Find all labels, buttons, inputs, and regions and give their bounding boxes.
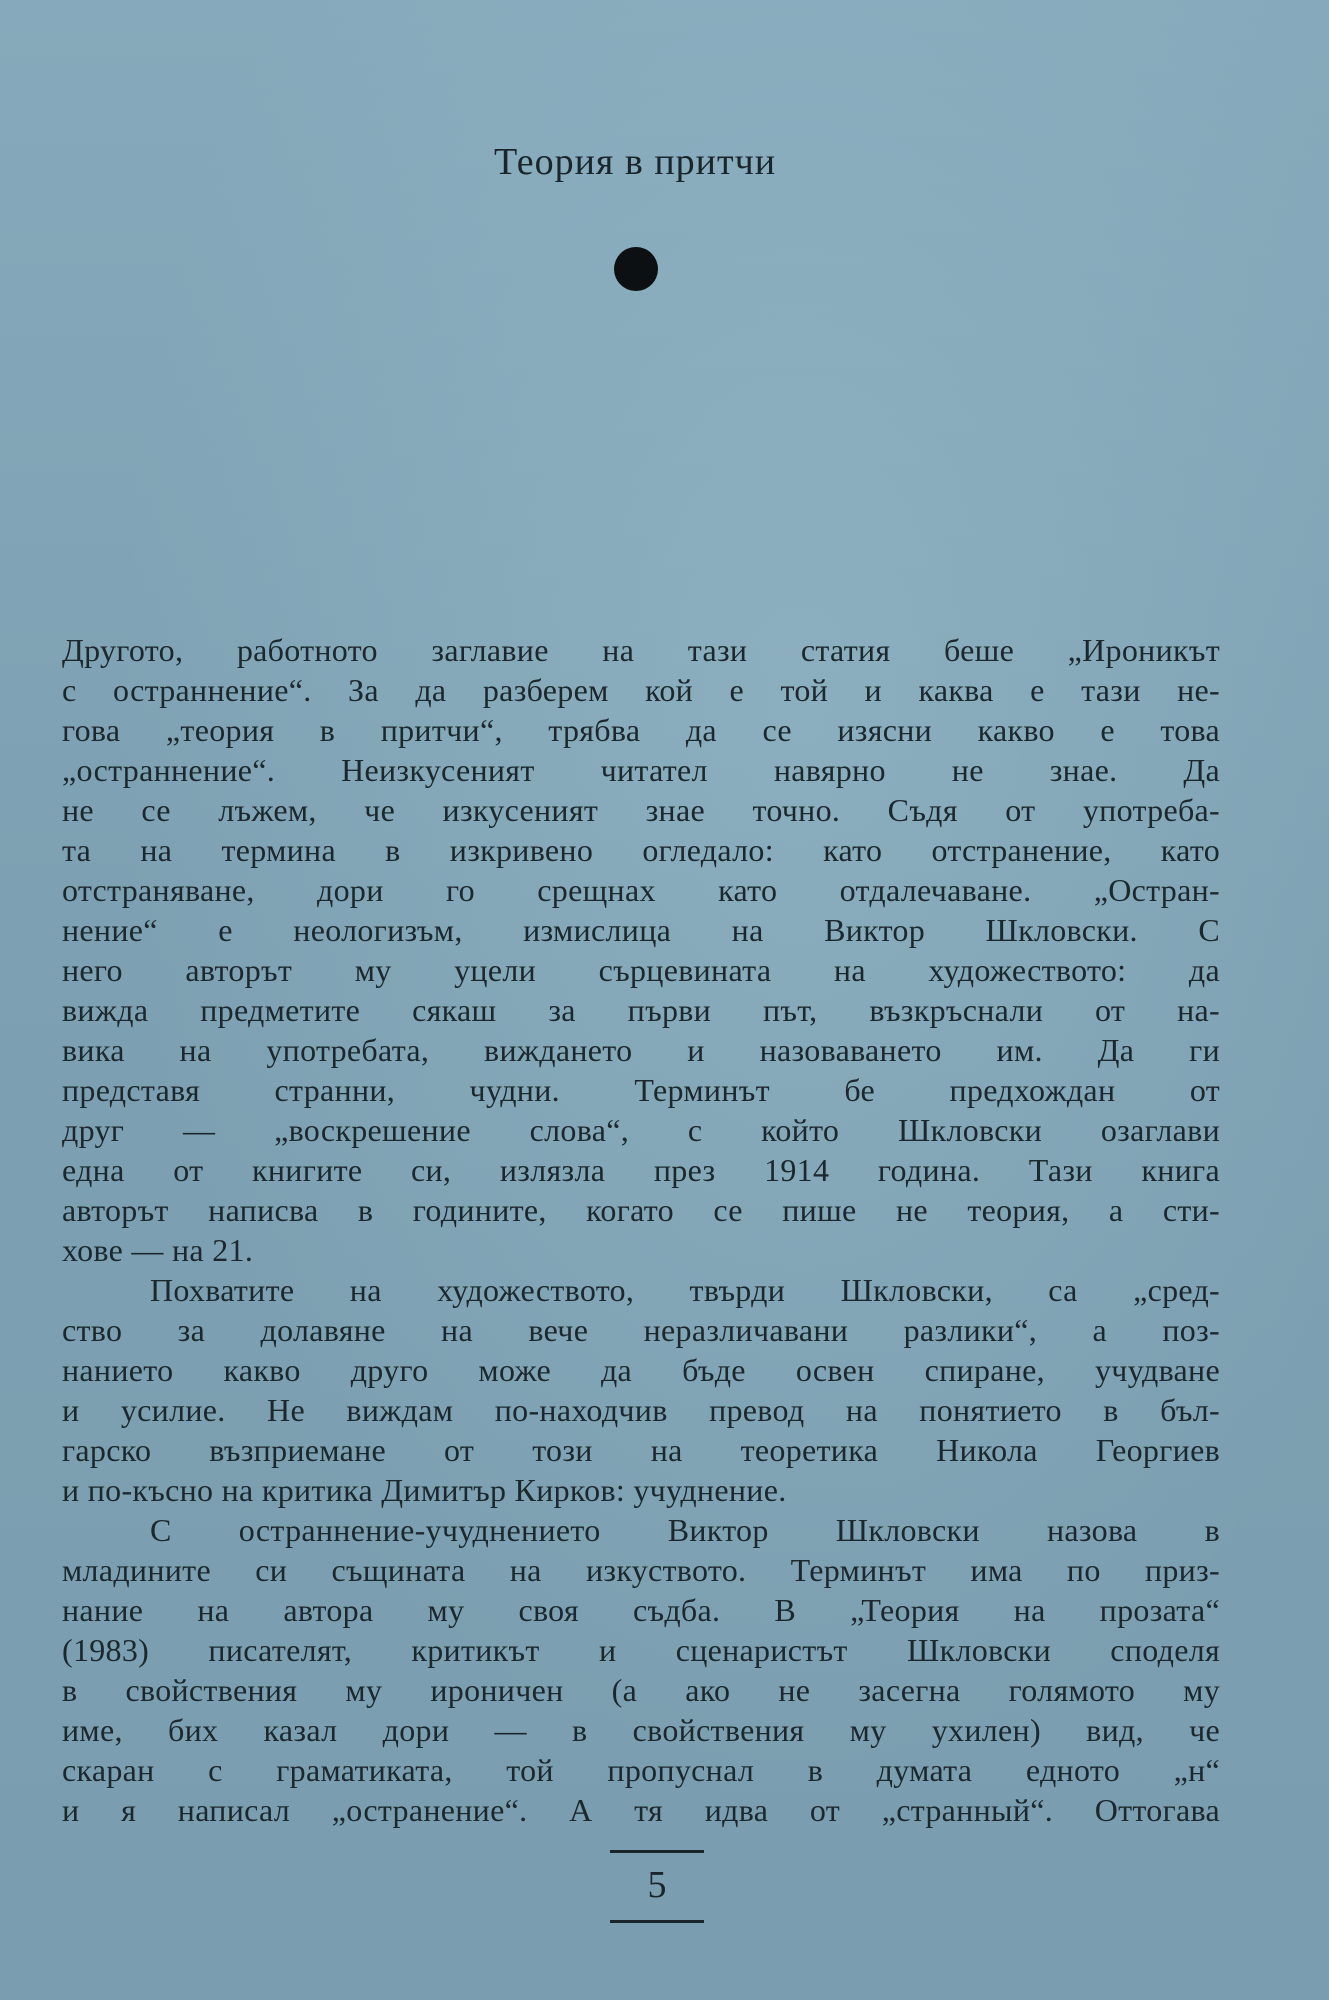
text-line: младините си същината на изкуството. Терминът има по приз-	[62, 1552, 1220, 1588]
text-line: гова „теория в притчи“, трябва да се изясни какво е това	[62, 712, 1220, 748]
text-line: и по-късно на критика Димитър Кирков: учуднение.	[62, 1472, 787, 1508]
text-line: друг — „воскрешение слова“, с който Шкловски озаглави	[62, 1112, 1220, 1148]
text-line: с остраннение“. За да разберем кой е той и каква е тази не-	[62, 672, 1220, 708]
text-line: „остраннение“. Неизкусеният читател навярно не знае. Да	[62, 752, 1220, 788]
text-line: и я написал „остранение“. А тя идва от „странный“. Оттогава	[62, 1792, 1220, 1828]
text-line: вика на употребата, виждането и назоваването им. Да ги	[62, 1032, 1220, 1068]
text-line: една от книгите си, излязла през 1914 година. Тази книга	[62, 1152, 1220, 1188]
text-line: Похватите на художеството, твърди Шкловски, са „сред-	[150, 1272, 1220, 1308]
text-line: представя странни, чудни. Терминът бе предхождан от	[62, 1072, 1220, 1108]
text-line: Другото, работното заглавие на тази статия беше „Ироникът	[62, 632, 1220, 668]
page-footer	[610, 1850, 704, 1924]
text-line: гарско възприемане от този на теоретика Никола Георгиев	[62, 1432, 1220, 1468]
bullet-ornament	[614, 247, 658, 291]
text-line: нание на автора му своя съдба. В „Теория на прозата“	[62, 1592, 1220, 1628]
text-line: име, бих казал дори — в свойствения му ухилен) вид, че	[62, 1712, 1220, 1748]
text-line: та на термина в изкривено огледало: като отстранение, като	[62, 832, 1220, 868]
body-text	[62, 630, 1220, 1830]
text-line: него авторът му уцели сърцевината на художеството: да	[62, 952, 1220, 988]
text-line: вижда предметите сякаш за първи път, възкръснали от на-	[62, 992, 1220, 1028]
text-line: в свойствения му ироничен (а ако не засегна голямото му	[62, 1672, 1220, 1708]
text-line: нанието какво друго може да бъде освен спиране, учудване	[62, 1352, 1220, 1388]
footer-rule-top	[610, 1850, 704, 1853]
text-line: авторът написва в годините, когато се пише не теория, а сти-	[62, 1192, 1220, 1228]
text-line: хове — на 21.	[62, 1232, 254, 1268]
text-line: ство за долавяне на вече неразличавани разлики“, а поз-	[62, 1312, 1220, 1348]
text-line: скаран с граматиката, той пропуснал в думата едното „н“	[62, 1752, 1220, 1788]
text-line: С остраннение-учуднението Виктор Шкловски назова в	[150, 1512, 1220, 1548]
text-line: не се лъжем, че изкусеният знае точно. Съдя от употреба-	[62, 792, 1220, 828]
text-line: отстраняване, дори го срещнах като отдалечаване. „Остран-	[62, 872, 1220, 908]
text-line: (1983) писателят, критикът и сценаристът Шкловски споделя	[62, 1632, 1220, 1668]
text-line: нение“ е неологизъм, измислица на Виктор Шкловски. С	[62, 912, 1220, 948]
text-line: и усилие. Не виждам по-находчив превод на понятието в бъл-	[62, 1392, 1220, 1428]
page-title: Теория в притчи	[493, 141, 777, 183]
page-number: 5	[647, 1864, 667, 1906]
footer-rule-bottom	[610, 1920, 704, 1923]
